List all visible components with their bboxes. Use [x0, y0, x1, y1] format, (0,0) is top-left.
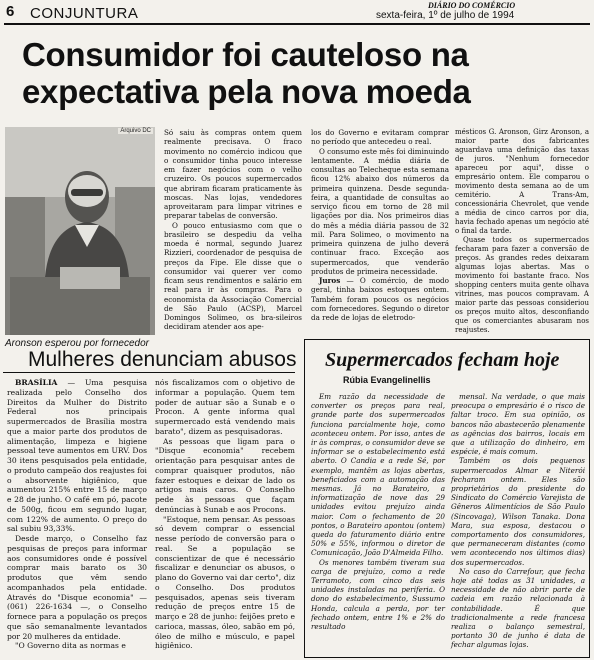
box-title: Supermercados fecham hoje [325, 349, 560, 371]
boxed-article [304, 339, 590, 658]
dateline: sexta-feira, 1º de julho de 1994 [376, 10, 515, 21]
paragraph: Desde março, o Conselho faz pesquisas de preços para informar aos consumidores onde é possível comprar mais barato os 30 produtos que vêm sendo acompanhados pela entidade. Através do "Disque economia" — (061) 226-1634 —, o Conselho fornece para a população os preços que são semanalmente levantados por 20 mulheres da entidade. [7, 534, 147, 641]
box-byline: Rúbia Evangelinellis [343, 375, 431, 385]
header-rule [4, 23, 590, 25]
article1-column2 [311, 128, 449, 322]
paragraph: Só saiu às compras ontem quem realmente precisava. O fraco movimento no comércio indicou que o consumidor tinha pouco interesse em fazer negócios com o velho cruzeiro. Os poucos supermercados que abriram ficaram praticamente às moscas. Nas lojas, vendedores aproveitaram para limpar vitrines e preparar tabelas de conversão. [164, 128, 302, 221]
box-column2 [451, 392, 585, 650]
section-name: CONJUNTURA [30, 5, 139, 22]
page-header [0, 0, 594, 24]
paragraph: "O Governo dita as normas e [15, 641, 126, 651]
dateline-city: BRASÍLIA [15, 378, 58, 387]
paragraph: No caso do Carrefour, que fecha hoje até todas as 31 unidades, a necessidade de não abrir parte de cadeia em razão relacionada à contabilidade. É que tradicionalmente a rede francesa realiza o balanço semestral, portanto 30 de junho é data de fechar algumas lojas. [451, 566, 585, 650]
paragraph: Quase todos os supermercados fecharam para fazer a conversão de preços. As grandes redes deixaram algumas lojas abertas. Mas o movimento foi bastante fraco. Nos shopping centers muita gente olhava vitrines, mas poucos compravam. A maior parte das pessoas consideriou os preços muito altos, desconfiando que os comerciantes abusaram nos reajustes. [455, 236, 589, 334]
article2-column2 [155, 378, 295, 651]
paragraph: O pouco entusiasmo com que o brasileiro se despediu da velha moeda é normal, segundo Juarez Rizzieri, coordenador de pesquisa de preços da Fipe. Ele disse que o consumidor vai querer ver como ficam seus rendimentos e salário em real para ir às compras. Para o economista da Associação Comercial de São Paulo (ACSP), Marcel Domingos Solimeo, os bra-sileiros decidiram atender aos ape- [164, 220, 302, 332]
article1-column3 [455, 128, 589, 335]
article2-column1 [7, 378, 147, 651]
photo-caption: Aronson esperou por fornecedor [5, 338, 149, 349]
paragraph-text: — Uma pesquisa realizada pelo Conselho dos Direitos da Mulher do Distrito Federal nos principais supermercados de Brasília mostra que a maior parte dos produtos de alimentação, limpeza e higiene pessoal teve aumentos em URV. Dos 30 itens pesquisados pela entidade, o produto campeão dos reajustes foi o absorvente higiênico, que aumentou 215% entre 15 de março e 28 de junho. O café em pó, pacote de 500g, ficou em segundo lugar, com 122% de aumento. O preço do sal subiu 93,33%. [7, 378, 147, 534]
photo-credit: Arquivo DC [120, 128, 151, 134]
paragraph: O consumo este mês foi diminuindo lentamente. A média diária de consultas ao Telecheque esta semana ficou 12% abaixo dos números da primeira quinzena. Desde segunda-feira, a quantidade de consultas ao serviço ficou em torno de 28 mil ligações por dia. Nos primeiros dias do mês a média diária passou de 32 mil. Para Solimeo, o movimento na primeira quinzena de julho deverá continuar fraco. Exceção aos supermercados, que venderão produtos de primeira necessidade. [311, 146, 450, 276]
article2-rule [3, 372, 295, 373]
paragraph: Também os dois pequenos supermercados Almar e Niterói fecharam ontem. Eles são proprietários do presidente do Sindicato do Comércio Varejista de Gêneros Alimentícios de São Paulo (Sincovaga), Wilson Tanaka. Dona Mara, sua esposa, destacou o comportamento dos consumidores, que permaneceram distantes (como vem acontecendo nos últimos dias) dos supermercados. [451, 456, 585, 567]
main-headline: Consumidor foi cauteloso na expectativa pela nova moeda [22, 36, 471, 110]
paragraph: Em razão da necessidade de converter os preços para real, grande parte dos supermercados funciona parcialmente hoje, como aconteceu ontem. Por isso, antes de ir às compras, o consumidor deve se informar se o estabelecimento está aberto. O Candia e a rede Sé, por exemplo, mantêm as lojas abertas, beneficiados com a automação das mesmas. Já no Barateiro, a informatização de nove das 29 unidades evitou prejuízo ainda maior. Com o fechamento de 20 pontos, o Barateiro apontou (ontem) queda do faturamento diário entre 50% e 55%, informou o diretor de Comunicação, João D'Almeida Filho. [311, 392, 445, 558]
paragraph: mésticos G. Aronson, Girz Aronson, a maior parte dos fabricantes aguardava uma definição das taxas de juros. "Nenhum fornecedor apareceu por aqui", disse o empresário ontem. Ele comparou o movimento desta semana ao de um cemitério. A Trans-Am, concessionária Chevrolet, que vende a média de cinco carros por dia, havia fechado apenas um negócio até o final da tarde. [455, 128, 589, 235]
paragraph: nós fiscalizamos com o objetivo de informar a população. Quem tem poder de autuar são a Sunab e o Procon. A gente informa qual supermercado está vendendo mais barato", dizem as pesquisadoras. [155, 378, 295, 436]
photo [5, 127, 155, 335]
paragraph [7, 378, 147, 534]
article2-headline: Mulheres denunciam abusos [28, 348, 297, 371]
subhead-juros: Juros [319, 276, 341, 285]
article1-column1 [164, 128, 302, 332]
masthead: DIÁRIO DO COMÉRCIO [428, 1, 516, 10]
paragraph: mensal. Na verdade, o que mais preocupa o empresário é o risco de faltar troco. Em sua opinião, os bancos não abastecerão plenamente as agências dos bairros, locais em que a utilização do dinheiro, em espécie, é mais comum. [451, 392, 585, 457]
paragraph-text: — O comércio, de modo geral, tinha baixos estoques ontem. Também foram poucos os negócios com fornecedores. Segundo o diretor da rede de lojas de eletrodo- [311, 276, 449, 322]
box-column1 [311, 392, 445, 631]
paragraph [311, 276, 449, 322]
paragraph: Os menores também tiveram sua carga de prejuízo, como a rede Terramoto, com cinco das seis unidades instaladas na periferia. O dono do estabelecimento, Sussumo Honda, calcula a perda, por ter fechado ontem, entre 1% e 2% do resultado [311, 557, 445, 632]
paragraph: As pessoas que ligam para o "Disque economia" recebem orientação para pesquisar antes de comprar quaisquer produtos, não fazer estoques e deixar de lado os artigos mais caros. O Conselho pede às pessoas que façam denúncias à Sunab e aos Procons. [155, 436, 295, 514]
paragraph: "Estoque, nem pensar. As pessoas só devem comprar o essencial nesse período de conversão para o real. Se a população se conscientizar de que é necessário fiscalizar e denunciar os abusos, o plano do Governo vai dar certo", diz o Conselho. Dos produtos pesquisados, apenas seis tiveram redução de preços entre 15 de março e 28 de junho: feijões preto e carioca, massas, óleo, sabão em pó, óleo de milho e músculo, e papel higiênico. [155, 514, 295, 651]
page-number: 6 [6, 3, 15, 20]
paragraph: los do Governo e evitaram comprar no período que antecedeu o real. [311, 128, 449, 147]
photo-illustration [5, 127, 155, 335]
